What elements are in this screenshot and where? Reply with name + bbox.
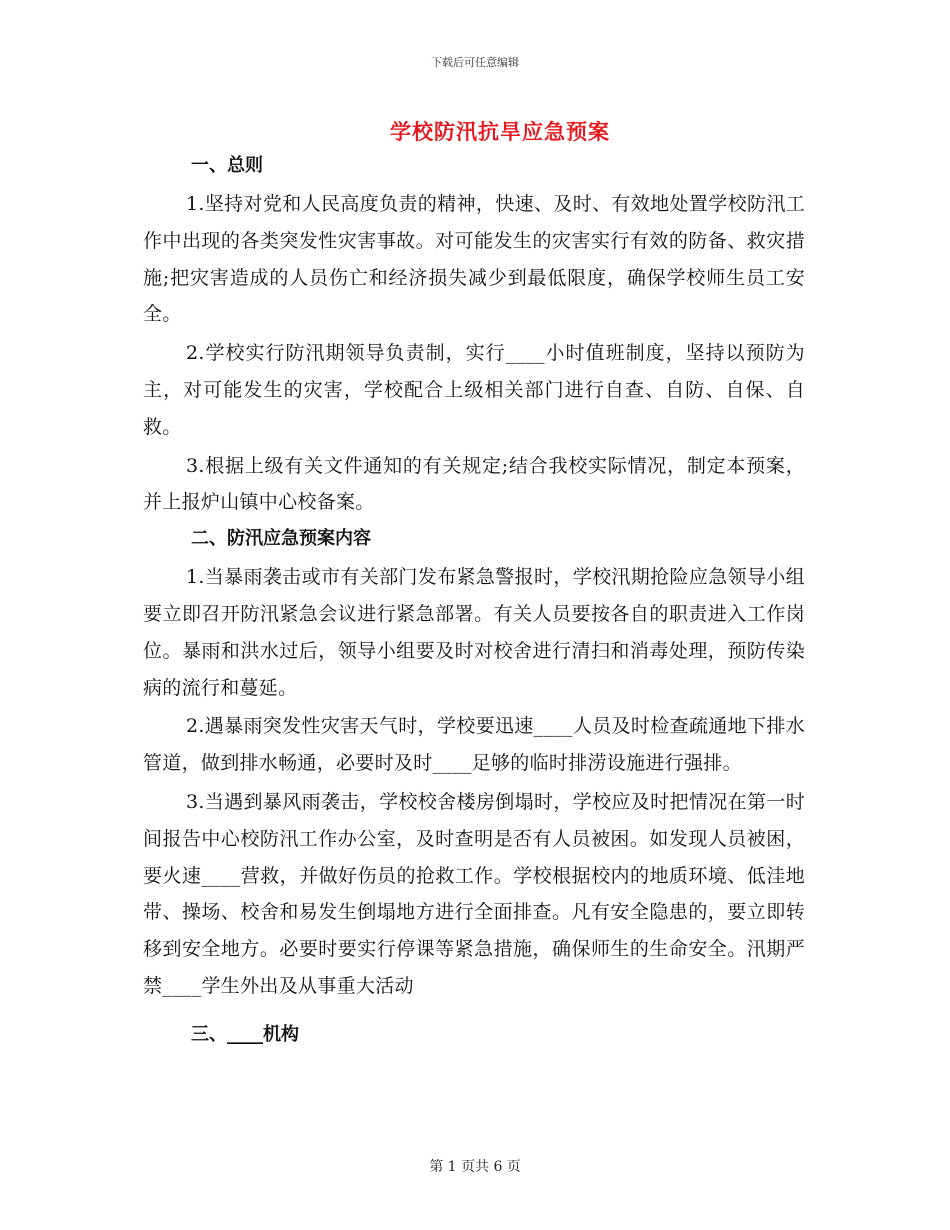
- page-header-note: 下载后可任意编辑: [431, 56, 519, 69]
- section-heading-general: 一、总则: [191, 155, 263, 176]
- paragraph: 2.遇暴雨突发性灾害天气时，学校要迅速____人员及时检查疏通地下排水管道，做到排水畅通，必要时及时____足够的临时排涝设施进行强排。: [143, 715, 805, 775]
- paragraph: 1.坚持对党和人民高度负责的精神，快速、及时、有效地处置学校防汛工作中出现的各类突发性灾害事故。对可能发生的灾害实行有效的防备、救灾措施;把灾害造成的人员伤亡和经济损失减少到最低限度，确保学校师生员工安全。: [143, 193, 805, 326]
- paragraph: 1.当暴雨袭击或市有关部门发布紧急警报时，学校汛期抢险应急领导小组要立即召开防汛紧急会议进行紧急部署。有关人员要按各自的职责进入工作岗位。暴雨和洪水过后，领导小组要及时对校舍进行清扫和消毒处理，预防传染病的流行和蔓延。: [143, 566, 805, 699]
- paragraph: 2.学校实行防汛期领导负责制，实行____小时值班制度，坚持以预防为主，对可能发生的灾害，学校配合上级相关部门进行自查、自防、自保、自救。: [143, 342, 805, 438]
- page-footer: 第 1 页共 6 页: [429, 1159, 521, 1175]
- document-body: [143, 148, 805, 1053]
- paragraph: 3.根据上级有关文件通知的有关规定;结合我校实际情况，制定本预案，并上报炉山镇中心校备案。: [143, 454, 805, 514]
- section-heading-organization: 三、____机构: [191, 1023, 299, 1045]
- section-heading-plan-content: 二、防汛应急预案内容: [191, 528, 371, 550]
- document-title: 学校防汛抗旱应急预案: [390, 119, 610, 144]
- paragraph: 3.当遇到暴风雨袭击，学校校舍楼房倒塌时，学校应及时把情况在第一时间报告中心校防汛工作办公室，及时查明是否有人员被困。如发现人员被困，要火速____营救，并做好伤员的抢救工作。学校根据校内的地质环境、低洼地带、操场、校舍和易发生倒塌地方进行全面排查。凡有安全隐患的，要立即转移到安全地方。必要时要实行停课等紧急措施，确保师生的生命安全。汛期严禁____学生外出及从事重大活动: [143, 790, 805, 997]
